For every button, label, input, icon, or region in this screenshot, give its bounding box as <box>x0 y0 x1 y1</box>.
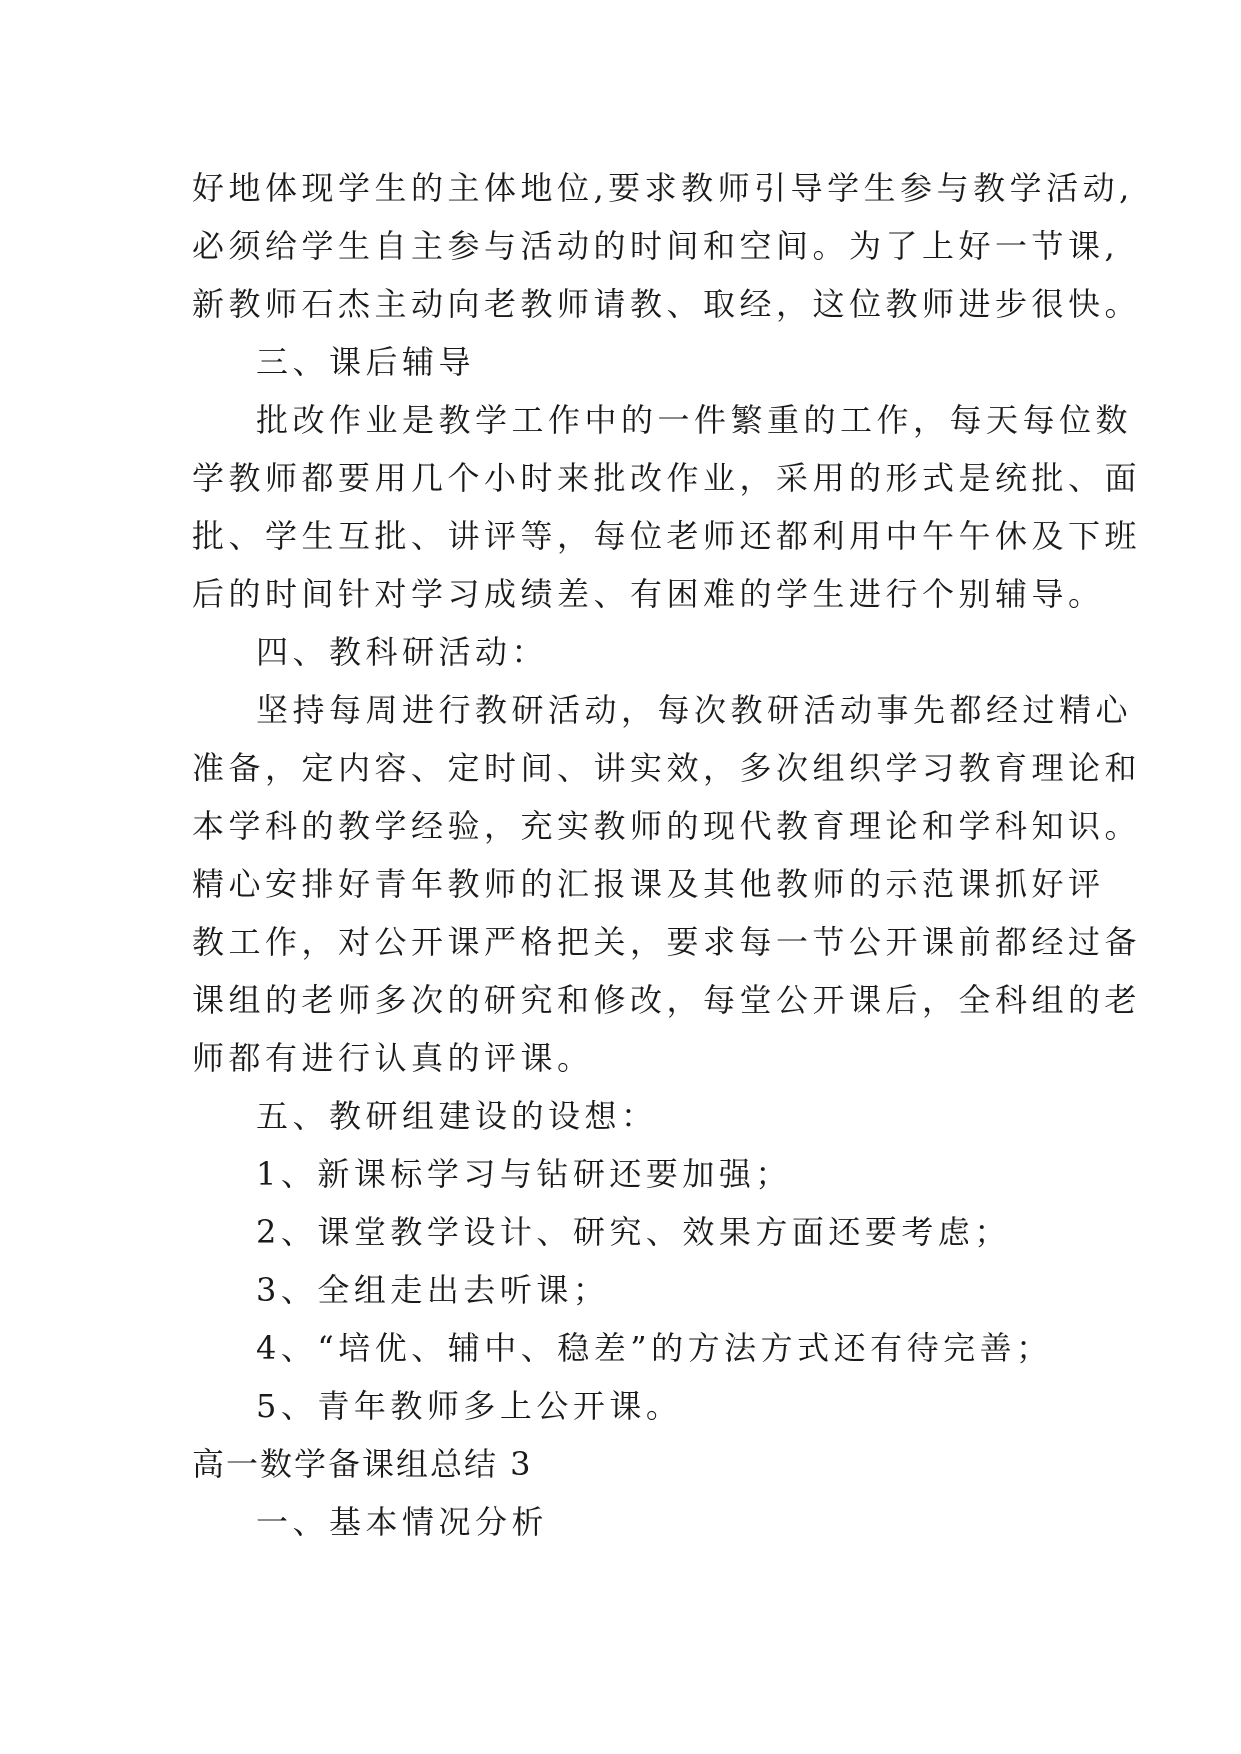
list-item: 1、新课标学习与钻研还要加强； <box>256 1155 792 1193</box>
paragraph-line: 精心安排好青年教师的汇报课及其他教师的示范课抓好评 <box>192 865 1105 903</box>
list-item: 3、全组走出去听课； <box>256 1271 610 1309</box>
paragraph-line: 学教师都要用几个小时来批改作业，采用的形式是统批、面 <box>192 459 1142 497</box>
paragraph-line: 教工作，对公开课严格把关，要求每一节公开课前都经过备 <box>192 923 1142 961</box>
paragraph-line: 准备，定内容、定时间、讲实效，多次组织学习教育理论和 <box>192 749 1142 787</box>
paragraph-line: 新教师石杰主动向老教师请教、取经，这位教师进步很快。 <box>192 285 1142 323</box>
section-heading: 五、教研组建设的设想： <box>256 1097 658 1135</box>
list-item: 5、青年教师多上公开课。 <box>256 1387 683 1425</box>
list-item: 2、课堂教学设计、研究、效果方面还要考虑； <box>256 1213 1011 1251</box>
paragraph-line: 好地体现学生的主体地位,要求教师引导学生参与教学活动, <box>192 169 1134 207</box>
paragraph-line: 批改作业是教学工作中的一件繁重的工作，每天每位数 <box>256 401 1133 439</box>
paragraph-line: 课组的老师多次的研究和修改，每堂公开课后，全科组的老 <box>192 981 1142 1019</box>
list-item: 4、“培优、辅中、稳差”的方法方式还有待完善； <box>256 1329 1053 1367</box>
paragraph-line: 必须给学生自主参与活动的时间和空间。为了上好一节课, <box>192 227 1120 265</box>
paragraph-line: 师都有进行认真的评课。 <box>192 1039 594 1077</box>
document-title: 高一数学备课组总结 3 <box>192 1445 533 1483</box>
section-heading: 三、课后辅导 <box>256 343 476 381</box>
paragraph-line: 本学科的教学经验，充实教师的现代教育理论和学科知识。 <box>192 807 1142 845</box>
paragraph-line: 坚持每周进行教研活动，每次教研活动事先都经过精心 <box>256 691 1133 729</box>
section-heading: 一、基本情况分析 <box>256 1503 549 1541</box>
section-heading: 四、教科研活动： <box>256 633 549 671</box>
paragraph-line: 后的时间针对学习成绩差、有困难的学生进行个别辅导。 <box>192 575 1105 613</box>
paragraph-line: 批、学生互批、讲评等，每位老师还都利用中午午休及下班 <box>192 517 1142 555</box>
